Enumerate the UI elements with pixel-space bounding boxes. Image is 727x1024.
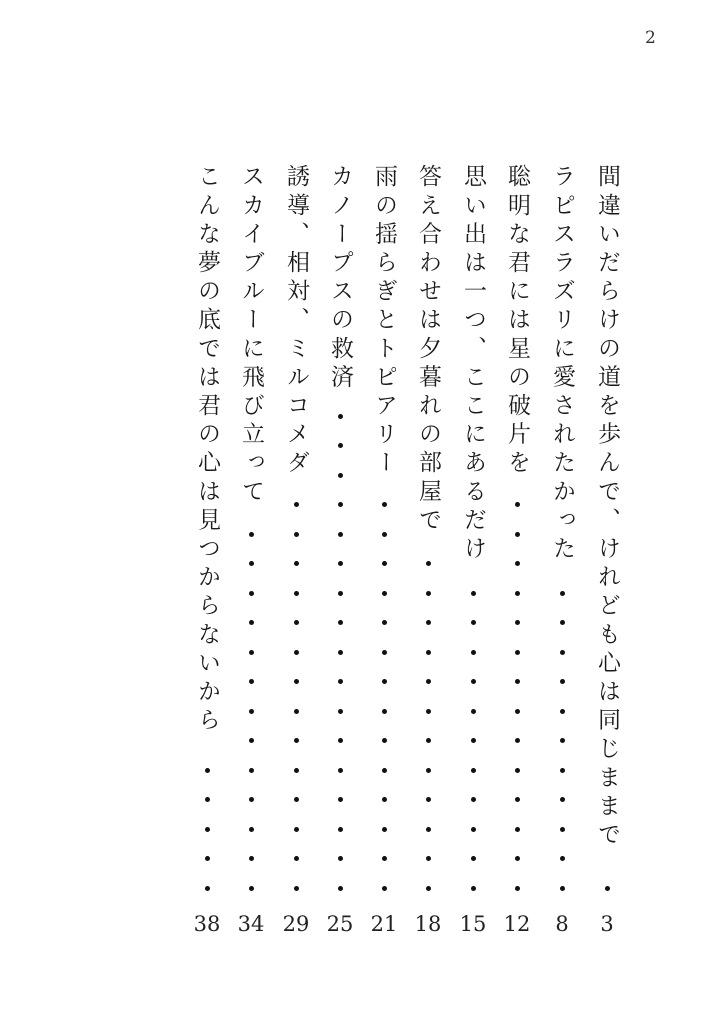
leader-dot	[382, 856, 387, 861]
leader-dot	[426, 561, 431, 566]
leader-dot	[382, 502, 387, 507]
toc-entry-title: カノープスの救済	[327, 164, 353, 393]
leader-dot	[249, 679, 254, 684]
leader-dot	[471, 827, 476, 832]
leader-dot	[382, 827, 387, 832]
toc-page-number[interactable]: 34	[237, 912, 265, 936]
leader-dot	[294, 591, 299, 596]
leader-dot	[294, 532, 299, 537]
leader-dot	[338, 561, 343, 566]
leader-dot	[471, 650, 476, 655]
toc-page-number[interactable]: 21	[370, 912, 398, 936]
leader-dot	[249, 768, 254, 773]
leader-dot	[338, 827, 343, 832]
leader-dot	[515, 768, 520, 773]
leader-dot	[515, 738, 520, 743]
leader-dot	[294, 561, 299, 566]
leader-dot	[471, 620, 476, 625]
leader-dot	[471, 768, 476, 773]
leader-dot	[338, 738, 343, 743]
leader-dot	[560, 768, 565, 773]
leader-dot	[382, 650, 387, 655]
toc-page-number[interactable]: 18	[414, 912, 442, 936]
leader-dot	[382, 886, 387, 891]
leader-dot	[560, 620, 565, 625]
dot-leader	[236, 511, 266, 904]
leader-dot	[382, 768, 387, 773]
dot-leader	[458, 568, 488, 904]
leader-dot	[249, 797, 254, 802]
toc-page-number[interactable]: 12	[503, 912, 531, 936]
toc-entry[interactable]	[413, 164, 443, 904]
toc-entry-title: ラピスラズリに愛されたかった	[549, 164, 575, 565]
leader-dot	[426, 738, 431, 743]
leader-dot	[471, 679, 476, 684]
leader-dot	[338, 532, 343, 537]
leader-dot	[338, 886, 343, 891]
leader-dot	[249, 591, 254, 596]
leader-dot	[294, 738, 299, 743]
toc-page-number[interactable]: 38	[193, 912, 221, 936]
leader-dot	[515, 532, 520, 537]
toc-page-number[interactable]: 15	[459, 912, 487, 936]
leader-dot	[426, 620, 431, 625]
leader-dot	[294, 886, 299, 891]
toc-page-number[interactable]: 25	[326, 912, 354, 936]
leader-dot	[515, 591, 520, 596]
leader-dot	[294, 827, 299, 832]
leader-dot	[338, 473, 343, 478]
leader-dot	[338, 768, 343, 773]
leader-dot	[338, 502, 343, 507]
leader-dot	[338, 650, 343, 655]
leader-dot	[382, 738, 387, 743]
leader-dot	[515, 797, 520, 802]
leader-dot	[294, 797, 299, 802]
leader-dot	[560, 738, 565, 743]
leader-dot	[426, 709, 431, 714]
leader-dot	[471, 856, 476, 861]
leader-dot	[426, 827, 431, 832]
dot-leader	[413, 540, 443, 904]
leader-dot	[426, 886, 431, 891]
toc-entry[interactable]	[236, 164, 266, 904]
dot-leader	[369, 483, 399, 904]
leader-dot	[294, 502, 299, 507]
leader-dot	[515, 827, 520, 832]
leader-dot	[249, 738, 254, 743]
toc-entry-title: 聡明な君には星の破片を	[504, 164, 530, 479]
leader-dot	[471, 738, 476, 743]
leader-dot	[426, 679, 431, 684]
leader-dot	[426, 768, 431, 773]
leader-dot	[382, 591, 387, 596]
leader-dot	[426, 797, 431, 802]
leader-dot	[294, 709, 299, 714]
leader-dot	[426, 650, 431, 655]
leader-dot	[426, 856, 431, 861]
dot-leader	[192, 740, 222, 904]
leader-dot	[338, 620, 343, 625]
page-number: 2	[645, 28, 656, 48]
leader-dot	[515, 856, 520, 861]
toc-entry[interactable]	[547, 164, 577, 904]
leader-dot	[338, 414, 343, 419]
toc-entry[interactable]	[192, 164, 222, 904]
leader-dot	[382, 561, 387, 566]
leader-dot	[294, 856, 299, 861]
toc-entry-title: 答え合わせは夕暮れの部屋で	[415, 164, 441, 536]
leader-dot	[205, 856, 210, 861]
leader-dot	[515, 650, 520, 655]
leader-dot	[560, 827, 565, 832]
toc-entry-title: 誘導、相対、ミルコメダ	[283, 164, 309, 479]
leader-dot	[515, 886, 520, 891]
leader-dot	[294, 650, 299, 655]
toc-entry-title: 間違いだらけの道を歩んで、けれども心は同じままで	[594, 164, 620, 851]
leader-dot	[560, 679, 565, 684]
toc-page-number[interactable]: 29	[282, 912, 310, 936]
toc-entry-title: 思い出は一つ、ここにあるだけ	[460, 164, 486, 565]
leader-dot	[560, 591, 565, 596]
leader-dot	[205, 827, 210, 832]
leader-dot	[382, 797, 387, 802]
leader-dot	[382, 620, 387, 625]
leader-dot	[515, 620, 520, 625]
leader-dot	[294, 768, 299, 773]
dot-leader	[281, 483, 311, 904]
toc-entry-title: こんな夢の底では君の心は見つからないから	[194, 164, 220, 736]
leader-dot	[249, 532, 254, 537]
leader-dot	[294, 620, 299, 625]
leader-dot	[338, 856, 343, 861]
leader-dot	[560, 856, 565, 861]
leader-dot	[382, 679, 387, 684]
leader-dot	[426, 591, 431, 596]
leader-dot	[338, 443, 343, 448]
dot-leader	[547, 568, 577, 904]
leader-dot	[605, 886, 610, 891]
leader-dot	[249, 709, 254, 714]
leader-dot	[515, 502, 520, 507]
leader-dot	[382, 709, 387, 714]
leader-dot	[249, 886, 254, 891]
toc-entry-title: 雨の揺らぎとトピアリー	[371, 164, 397, 479]
leader-dot	[249, 827, 254, 832]
leader-dot	[338, 709, 343, 714]
leader-dot	[560, 709, 565, 714]
toc-entry[interactable]	[369, 164, 399, 904]
toc-entry[interactable]	[592, 164, 622, 904]
toc-entry[interactable]	[502, 164, 532, 904]
toc-entry[interactable]	[325, 164, 355, 904]
toc-entry-title: スカイブルーに飛び立って	[238, 164, 264, 508]
dot-leader	[502, 483, 532, 904]
toc-page-number[interactable]: 8	[555, 912, 569, 936]
leader-dot	[205, 797, 210, 802]
toc-entry[interactable]	[281, 164, 311, 904]
leader-dot	[338, 591, 343, 596]
leader-dot	[515, 709, 520, 714]
leader-dot	[560, 797, 565, 802]
leader-dot	[249, 650, 254, 655]
leader-dot	[249, 856, 254, 861]
leader-dot	[515, 561, 520, 566]
leader-dot	[294, 679, 299, 684]
leader-dot	[205, 886, 210, 891]
leader-dot	[338, 679, 343, 684]
dot-leader	[325, 397, 355, 904]
leader-dot	[338, 797, 343, 802]
toc-entry[interactable]	[458, 164, 488, 904]
leader-dot	[560, 886, 565, 891]
leader-dot	[471, 797, 476, 802]
dot-leader	[592, 854, 622, 904]
leader-dot	[471, 591, 476, 596]
leader-dot	[249, 620, 254, 625]
leader-dot	[471, 886, 476, 891]
leader-dot	[515, 679, 520, 684]
leader-dot	[382, 532, 387, 537]
leader-dot	[249, 561, 254, 566]
toc-page-number[interactable]: 3	[600, 912, 614, 936]
leader-dot	[205, 768, 210, 773]
leader-dot	[471, 709, 476, 714]
leader-dot	[560, 650, 565, 655]
